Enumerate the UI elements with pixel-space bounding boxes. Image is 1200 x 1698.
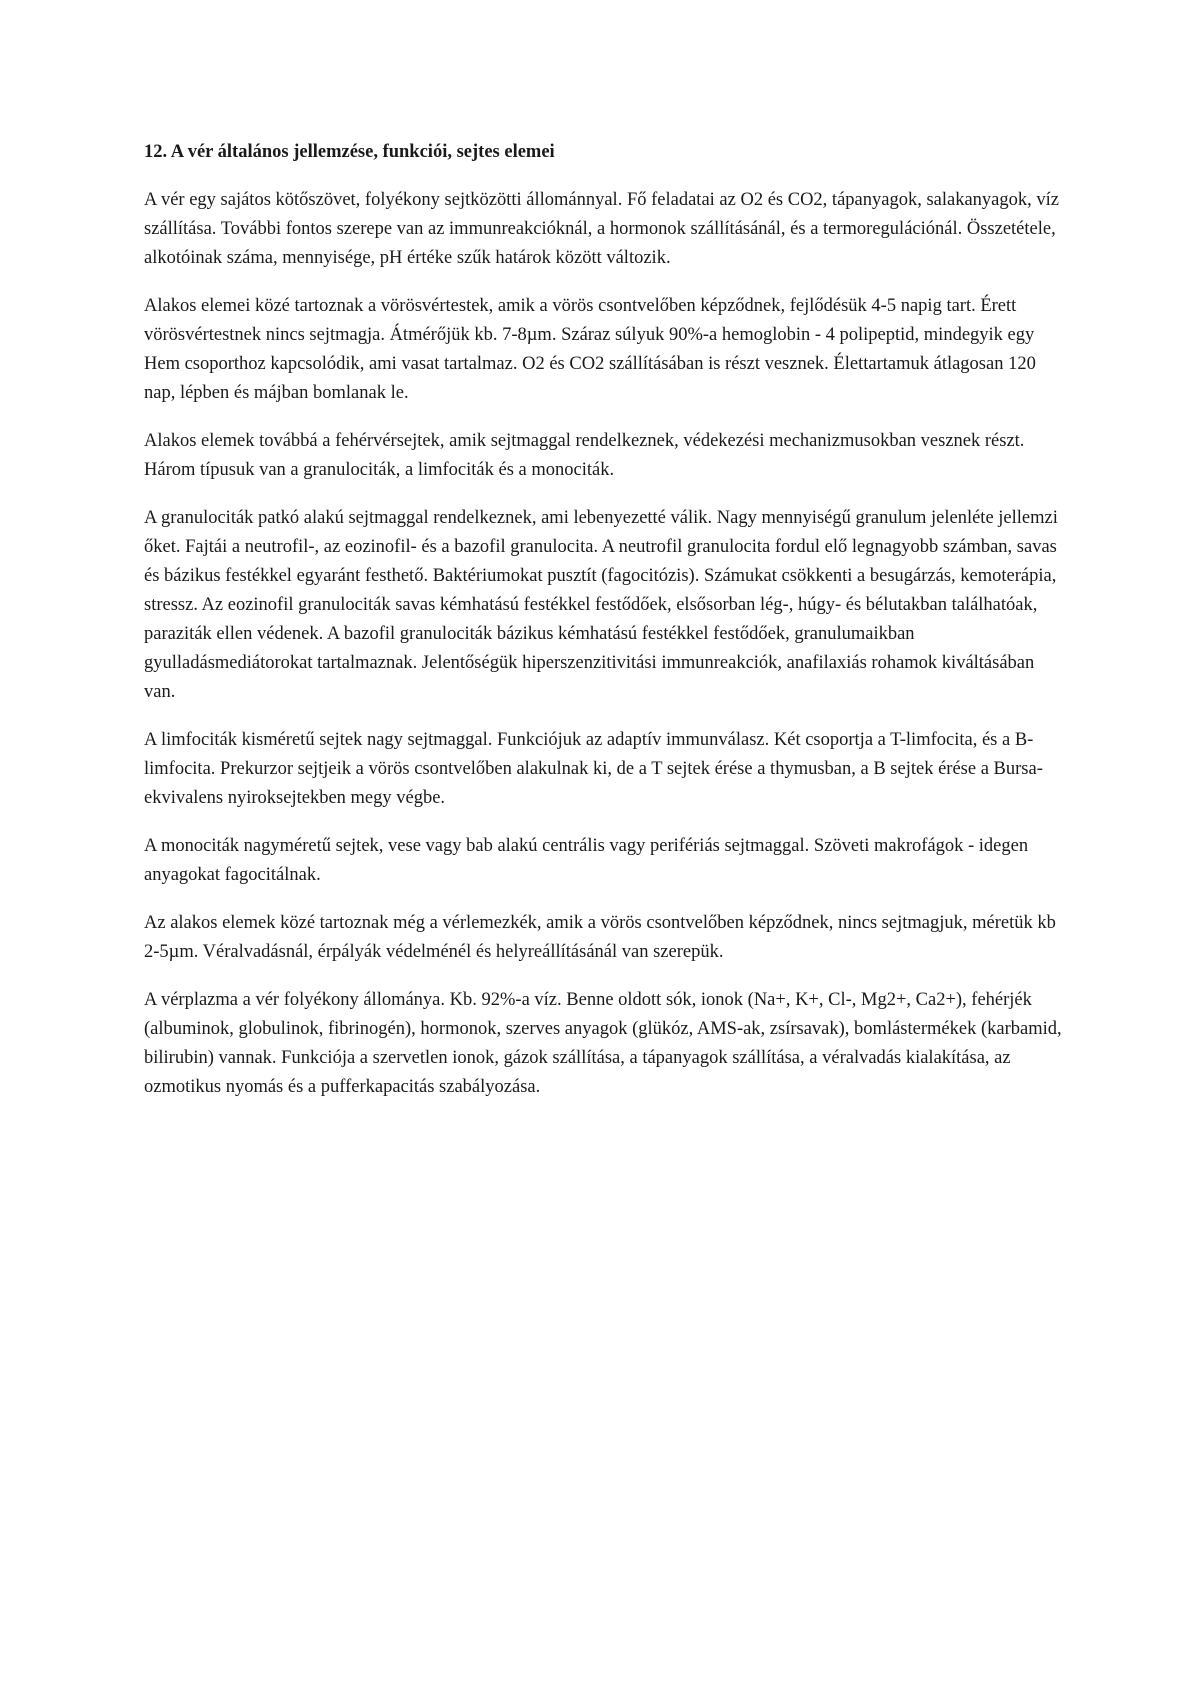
paragraph-platelets: Az alakos elemek közé tartoznak még a vérlemezkék, amik a vörös csontvelőben képződnek, nincs sejtmagjuk, méretük kb 2-5µm. Véralvadásnál, érpályák védelménél és helyreállításánál van szerepük. [144,913,1056,962]
paragraph-blood-plasma: A vérplazma a vér folyékony állománya. Kb. 92%-a víz. Benne oldott sók, ionok (Na+, K+, Cl-, Mg2+, Ca2+), fehérjék (albuminok, globulinok, fibrinogén), hormonok, szerves anyagok (glükóz, AMS-ak, zsírsavak), bomlástermékek (karbamid, bilirubin) vannak. Funkciója a szervetlen ionok, gázok szállítása, a tápanyagok szállítása, a véralvadás kialakítása, az ozmotikus nyomás és a pufferkapacitás szabályozása. [144,990,1062,1097]
paragraph-lymphocytes: A limfociták kisméretű sejtek nagy sejtmaggal. Funkciójuk az adaptív immunválasz. Két csoportja a T-limfocita, és a B-limfocita. Prekurzor sejtjeik a vörös csontvelőben alakulnak ki, de a T sejtek érése a thymusban, a B sejtek érése a Bursa-ekvivalens nyiroksejtekben megy végbe. [144,730,1043,808]
paragraph-white-blood-cells: Alakos elemek továbbá a fehérvérsejtek, amik sejtmaggal rendelkeznek, védekezési mechanizmusokban vesznek részt. Három típusuk van a granulociták, a limfociták és a monociták. [144,431,1025,480]
paragraph-monocytes: A monociták nagyméretű sejtek, vese vagy bab alakú centrális vagy perifériás sejtmaggal. Szöveti makrofágok - idegen anyagokat fagocitálnak. [144,836,1029,885]
paragraph-overview: A vér egy sajátos kötőszövet, folyékony sejtközötti állománnyal. Fő feladatai az O2 és CO2, tápanyagok, salakanyagok, víz szállítása. További fontos szerepe van az immunreakcióknál, a hormonok szállításánál, és a termoregulációnál. Összetétele, alkotóinak száma, mennyisége, pH értéke szűk határok között változik. [144,190,1059,268]
paragraph-granulocytes: A granulociták patkó alakú sejtmaggal rendelkeznek, ami lebenyezetté válik. Nagy mennyiségű granulum jelenléte jellemzi őket. Fajtái a neutrofil-, az eozinofil- és a bazofil granulocita. A neutrofil granulocita fordul elő legnagyobb számban, savas és bázikus festékkel egyaránt festhető. Baktériumokat pusztít (fagocitózis). Számukat csökkenti a besugárzás, kemoterápia, stressz. Az eozinofil granulociták savas kémhatású festékkel festődőek, elsősorban lég-, húgy- és bélutakban találhatóak, paraziták ellen védenek. A bazofil granulociták bázikus kémhatású festékkel festődőek, granulumaikban gyulladásmediátorokat tartalmaznak. Jelentőségük hiperszenzitivitási immunreakciók, anafilaxiás rohamok kiváltásában van. [144,508,1058,702]
document-page [144,140,1064,1121]
document-title: 12. A vér általános jellemzése, funkciói, sejtes elemei [144,142,555,162]
paragraph-red-blood-cells: Alakos elemei közé tartoznak a vörösvértestek, amik a vörös csontvelőben képződnek, fejlődésük 4-5 napig tart. Érett vörösvértestnek nincs sejtmagja. Átmérőjük kb. 7-8µm. Száraz súlyuk 90%-a hemoglobin - 4 polipeptid, mindegyik egy Hem csoporthoz kapcsolódik, ami vasat tartalmaz. O2 és CO2 szállításában is részt vesznek. Élettartamuk átlagosan 120 nap, lépben és májban bomlanak le. [144,296,1036,403]
